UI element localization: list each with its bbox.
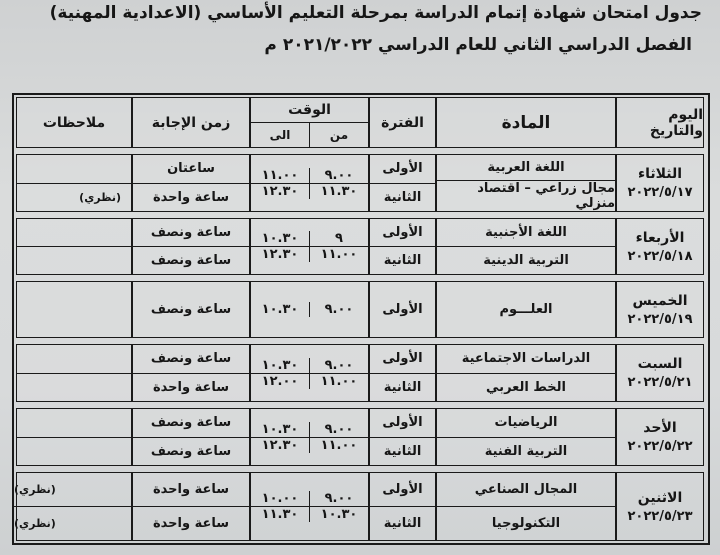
subject-name: التربية الفنية bbox=[437, 437, 615, 466]
time-to: ١٠.٠٠ bbox=[261, 491, 299, 506]
time-from-column bbox=[310, 422, 368, 453]
note-value: (نظري) bbox=[14, 506, 134, 540]
subject-cell bbox=[436, 408, 616, 466]
notes-cell bbox=[16, 344, 132, 402]
duration-cell bbox=[132, 154, 250, 212]
duration-cell bbox=[132, 218, 250, 275]
note-value bbox=[17, 155, 131, 183]
time-to-column bbox=[251, 358, 310, 389]
note-value bbox=[17, 437, 131, 466]
duration-cell bbox=[132, 281, 250, 338]
duration-value: ساعة ونصف bbox=[133, 246, 249, 274]
subject-cell bbox=[436, 218, 616, 275]
time-cell bbox=[250, 472, 369, 541]
note-value bbox=[17, 246, 131, 274]
note-value bbox=[17, 282, 131, 337]
period-cell bbox=[369, 154, 436, 212]
time-from: ٩.٠٠ bbox=[324, 302, 354, 317]
subject-name: اللغة الأجنبية bbox=[485, 225, 567, 240]
time-to-column bbox=[251, 231, 310, 262]
time-from-column bbox=[310, 168, 368, 199]
time-to-column bbox=[251, 422, 310, 453]
time-cell bbox=[250, 408, 369, 466]
day-date-cell bbox=[616, 408, 704, 466]
time-to-column bbox=[251, 168, 310, 199]
time-to: ١٠.٣٠ bbox=[261, 357, 299, 373]
time-from-column bbox=[310, 231, 368, 262]
time-to: ١٢.٣٠ bbox=[251, 437, 309, 453]
day-name: الأربعاء bbox=[635, 229, 685, 246]
day-name: الخميس bbox=[632, 292, 688, 309]
subject-name: الدراسات الاجتماعية bbox=[461, 351, 591, 367]
note-value: (نظري) bbox=[14, 483, 56, 496]
period-value: الثانية bbox=[370, 506, 435, 540]
duration-value: ساعة واحدة bbox=[133, 183, 249, 212]
duration-value: ساعة واحدة bbox=[152, 482, 230, 497]
time-from: ١١.٠٠ bbox=[310, 437, 368, 453]
subject-cell bbox=[436, 281, 616, 338]
header-day-date: اليوم والتاريخ bbox=[616, 97, 704, 148]
document-title: جدول امتحان شهادة إتمام الدراسة بمرحلة التعليم الأساسي (الاعدادية المهنية) bbox=[49, 3, 702, 23]
period-value: الأولى bbox=[382, 225, 423, 240]
time-to-column bbox=[251, 491, 310, 522]
header-time bbox=[250, 97, 369, 148]
time-cell bbox=[250, 281, 369, 338]
day-name: الثلاثاء bbox=[637, 166, 683, 182]
time-from: ١٠.٣٠ bbox=[310, 506, 368, 522]
duration-value: ساعة واحدة bbox=[133, 373, 249, 402]
duration-value: ساعة واحدة bbox=[133, 506, 249, 540]
time-to: ١٠.٣٠ bbox=[261, 231, 299, 246]
subject-cell bbox=[436, 344, 616, 402]
day-date-cell bbox=[616, 218, 704, 275]
duration-value: ساعة ونصف bbox=[150, 351, 232, 367]
period-cell bbox=[369, 218, 436, 275]
header-subject: المادة bbox=[436, 97, 616, 148]
notes-cell bbox=[16, 472, 132, 541]
note-value bbox=[17, 219, 131, 246]
notes-cell bbox=[16, 154, 132, 212]
duration-cell bbox=[132, 344, 250, 402]
time-to: ١١.٠٠ bbox=[261, 167, 299, 183]
time-from: ٩.٠٠ bbox=[324, 357, 354, 373]
time-cell bbox=[250, 344, 369, 402]
time-from-column bbox=[310, 491, 368, 522]
day-date-cell bbox=[616, 154, 704, 212]
time-from: ١١.٠٠ bbox=[310, 246, 368, 262]
exam-date: ٢٠٢٢/٥/٢٢ bbox=[627, 439, 693, 454]
time-to-column bbox=[251, 302, 310, 317]
day-name: السبت bbox=[637, 356, 683, 372]
notes-cell bbox=[16, 281, 132, 338]
period-value: الثانية bbox=[370, 437, 435, 466]
time-from: ٩ bbox=[335, 231, 343, 246]
period-cell bbox=[369, 344, 436, 402]
day-date-cell bbox=[616, 281, 704, 338]
note-value bbox=[17, 373, 131, 402]
notes-cell bbox=[16, 218, 132, 275]
subject-name: العلـــوم bbox=[499, 302, 553, 317]
period-value: الأولى bbox=[382, 302, 423, 317]
subject-name: التكنولوجيا bbox=[437, 506, 615, 540]
subject-name: مجال زراعي – اقتصاد منزلي bbox=[437, 180, 615, 211]
duration-value: ساعة ونصف bbox=[150, 415, 232, 431]
exam-date: ٢٠٢٢/٥/٢١ bbox=[627, 375, 693, 390]
time-to: ١٠.٣٠ bbox=[261, 302, 299, 317]
duration-value: ساعة ونصف bbox=[133, 437, 249, 466]
subject-name: الرياضيات bbox=[494, 415, 558, 431]
subject-cell bbox=[436, 154, 616, 212]
period-value: الأولى bbox=[382, 482, 423, 497]
time-from-column bbox=[310, 358, 368, 389]
duration-value: ساعة ونصف bbox=[150, 225, 232, 240]
duration-value: ساعة ونصف bbox=[150, 302, 232, 317]
subject-name: اللغة العربية bbox=[487, 160, 565, 175]
header-time-to: الى bbox=[251, 123, 310, 147]
subject-name: الخط العربي bbox=[437, 373, 615, 402]
header-duration: زمن الإجابة bbox=[132, 97, 250, 148]
time-to: ١٢.٠٠ bbox=[251, 373, 309, 389]
header-time-label: الوقت bbox=[251, 98, 368, 123]
time-to: ١٠.٣٠ bbox=[261, 421, 299, 437]
period-cell bbox=[369, 408, 436, 466]
duration-cell bbox=[132, 472, 250, 541]
period-value: الثانية bbox=[370, 246, 435, 274]
time-from: ١١.٣٠ bbox=[310, 183, 368, 199]
period-value: الثانية bbox=[370, 183, 435, 212]
subject-name: التربية الدينية bbox=[437, 246, 615, 274]
header-period: الفترة bbox=[369, 97, 436, 148]
time-to: ١٢.٣٠ bbox=[251, 246, 309, 262]
time-to: ١٢.٣٠ bbox=[251, 183, 309, 199]
exam-date: ٢٠٢٢/٥/٢٣ bbox=[627, 508, 693, 524]
exam-date: ٢٠٢٢/٥/١٧ bbox=[627, 185, 693, 200]
note-value: (نظري) bbox=[17, 183, 131, 212]
note-value bbox=[17, 409, 131, 437]
subject-cell bbox=[436, 472, 616, 541]
period-value: الأولى bbox=[382, 415, 423, 431]
period-value: الأولى bbox=[382, 351, 423, 367]
time-from: ١١.٠٠ bbox=[310, 373, 368, 389]
day-name: الأحد bbox=[643, 420, 677, 436]
period-value: الأولى bbox=[382, 161, 423, 177]
period-cell bbox=[369, 281, 436, 338]
subject-name: المجال الصناعي bbox=[474, 482, 578, 497]
time-from: ٩.٠٠ bbox=[324, 167, 354, 183]
day-date-cell bbox=[616, 344, 704, 402]
document-subtitle: الفصل الدراسي الثاني للعام الدراسي ٢٠٢١/٢٠٢٢ م bbox=[264, 35, 692, 55]
time-cell bbox=[250, 218, 369, 275]
exam-date: ٢٠٢٢/٥/١٨ bbox=[627, 248, 693, 264]
note-value bbox=[17, 345, 131, 373]
period-value: الثانية bbox=[370, 373, 435, 402]
exam-date: ٢٠٢٢/٥/١٩ bbox=[627, 311, 693, 327]
header-time-from: من bbox=[329, 128, 349, 142]
header-notes: ملاحظات bbox=[16, 97, 132, 148]
day-name: الاثنين bbox=[637, 489, 683, 506]
time-cell bbox=[250, 154, 369, 212]
period-cell bbox=[369, 472, 436, 541]
time-from: ٩.٠٠ bbox=[324, 491, 354, 506]
notes-cell bbox=[16, 408, 132, 466]
exam-schedule-table bbox=[12, 93, 710, 545]
time-from-column bbox=[310, 302, 368, 317]
duration-value: ساعتان bbox=[167, 161, 215, 177]
time-to: ١١.٣٠ bbox=[251, 506, 309, 522]
day-date-cell bbox=[616, 472, 704, 541]
duration-cell bbox=[132, 408, 250, 466]
time-from: ٩.٠٠ bbox=[324, 421, 354, 437]
